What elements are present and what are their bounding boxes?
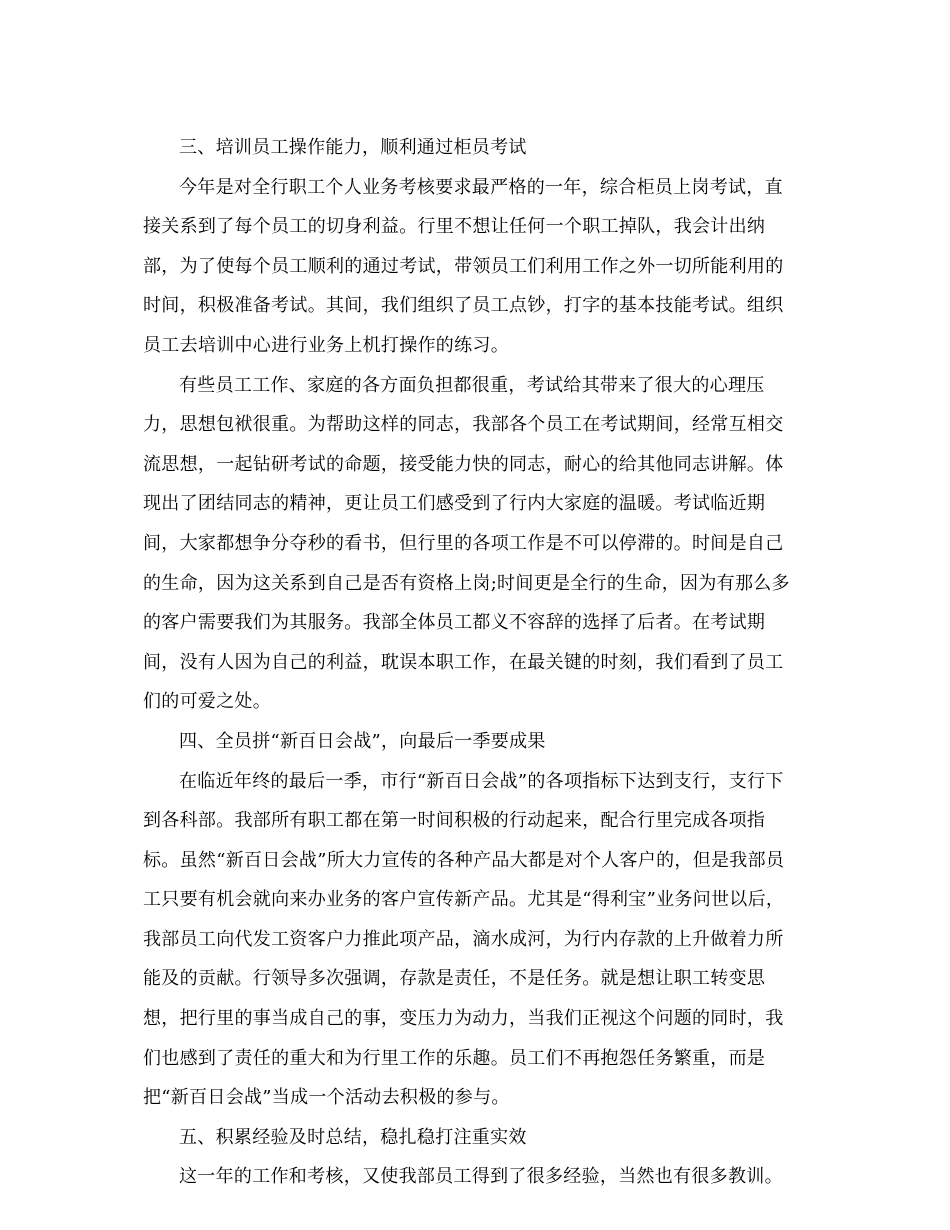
- text-line: 工只要有机会就向来办业务的客户宣传新产品。尤其是“得利宝”业务问世以后，: [143, 889, 785, 911]
- text-line: 想，把行里的事当成自己的事，变压力为动力，当我们正视这个问题的同时，我: [143, 1008, 784, 1030]
- text-line: 今年是对全行职工个人业务考核要求最严格的一年，综合柜员上岗考试，直: [179, 176, 783, 198]
- text-line: 能及的贡献。行领导多次强调，存款是责任，不是任务。就是想让职工转变思: [143, 968, 766, 990]
- text-line: 现出了团结同志的精神，更让员工们感受到了行内大家庭的温暖。考试临近期: [143, 493, 766, 515]
- text-line: 五、积累经验及时总结，稳扎稳打注重实效: [179, 1126, 527, 1148]
- text-line: 在临近年终的最后一季，市行“新百日会战”的各项指标下达到支行，支行下: [179, 770, 784, 792]
- text-line: 们的可爱之处。: [143, 691, 272, 713]
- text-line: 把“新百日会战”当成一个活动去积极的参与。: [143, 1087, 510, 1109]
- text-line: 间，没有人因为自己的利益，耽误本职工作，在最关键的时刻，我们看到了员工: [143, 651, 784, 673]
- text-line: 时间，积极准备考试。其间，我们组织了员工点钞，打字的基本技能考试。组织: [143, 295, 784, 317]
- text-line: 员工去培训中心进行业务上机打操作的练习。: [143, 334, 509, 356]
- text-line: 接关系到了每个员工的切身利益。行里不想让任何一个职工掉队，我会计出纳: [143, 216, 766, 238]
- text-line: 流思想，一起钻研考试的命题，接受能力快的同志，耐心的给其他同志讲解。体: [143, 453, 784, 475]
- text-line: 三、培训员工操作能力，顺利通过柜员考试: [179, 137, 527, 158]
- text-line: 力，思想包袱很重。为帮助这样的同志，我部各个员工在考试期间，经常互相交: [143, 414, 784, 436]
- text-line: 到各科部。我部所有职工都在第一时间积极的行动起来，配合行里完成各项指: [143, 810, 766, 832]
- text-line: 我部员工向代发工资客户力推此项产品，滴水成河，为行内存款的上升做着力所: [143, 928, 784, 950]
- text-line: 们也感到了责任的重大和为行里工作的乐趣。员工们不再抱怨任务繁重，而是: [143, 1047, 766, 1069]
- text-line: 间，大家都想争分夺秒的看书，但行里的各项工作是不可以停滞的。时间是自己: [143, 532, 784, 554]
- text-line: 有些员工工作、家庭的各方面负担都很重，考试给其带来了很大的心理压: [179, 374, 765, 396]
- text-line: 的客户需要我们为其服务。我部全体员工都义不容辞的选择了后者。在考试期: [143, 612, 766, 634]
- text-line: 的生命，因为这关系到自己是否有资格上岗;时间更是全行的生命，因为有那么多: [143, 572, 790, 594]
- text-line: 部，为了使每个员工顺利的通过考试，带领员工们利用工作之外一切所能利用的: [143, 255, 784, 277]
- text-line: 标。虽然“新百日会战”所大力宣传的各种产品大都是对个人客户的，但是我部员: [143, 849, 785, 871]
- document-body: [143, 128, 808, 1197]
- text-line: 这一年的工作和考核，又使我部员工得到了很多经验，当然也有很多教训。: [179, 1166, 783, 1188]
- text-line: 四、全员拼“新百日会战”，向最后一季要成果: [179, 730, 546, 752]
